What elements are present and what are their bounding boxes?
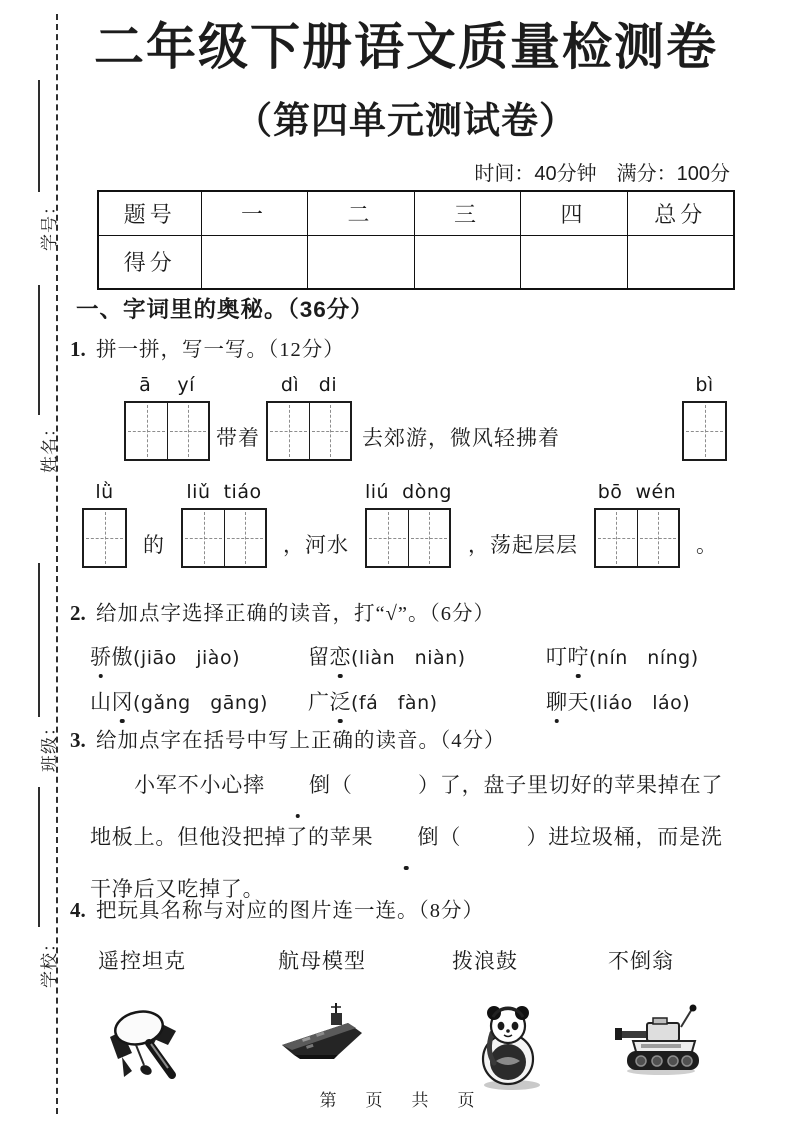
toy-name-remote-tank[interactable]: 遥控坦克 (98, 949, 186, 973)
q1-text: ，河水 (283, 533, 349, 557)
writing-grid[interactable] (181, 508, 267, 568)
writing-grid[interactable] (266, 401, 352, 461)
pellet-drum-icon[interactable] (102, 1001, 190, 1096)
dotted-character: 倒 (265, 759, 331, 811)
pinyin-a-yi: ā yí (139, 374, 195, 396)
aircraft-carrier-icon[interactable] (276, 1001, 368, 1078)
score-empty-cell[interactable] (627, 235, 734, 289)
page-title: 二年级下册语文质量检测卷 (94, 19, 718, 75)
pronunciation-choice-item[interactable]: 聊天(liáo láo) (546, 686, 733, 716)
student-id-label: 学号： (40, 197, 59, 251)
question-2-number: 2. (70, 601, 86, 625)
q1-text: 带着 (216, 426, 260, 450)
score-table-header-cell: 四 (520, 191, 627, 235)
question-3-title: 给加点字在括号中写上正确的读音。（4分） (96, 730, 506, 752)
writing-grid[interactable] (682, 401, 727, 461)
school-label: 学校： (40, 934, 59, 988)
question-1-number: 1. (70, 337, 86, 361)
score-empty-cell[interactable] (520, 235, 627, 289)
score-row-label: 得分 (98, 235, 201, 289)
score-table (97, 190, 735, 290)
toy-name-carrier-model[interactable]: 航母模型 (278, 949, 366, 973)
q1-row-2 (70, 481, 733, 568)
question-1-title: 拼一拼，写一写。（12分） (96, 339, 345, 361)
score-table-header-cell: 题号 (98, 191, 201, 235)
pronunciation-choice-item[interactable]: 骄傲(jiāo jiào) (90, 641, 308, 671)
question-2 (70, 596, 733, 716)
q1-text: ，荡起层层 (467, 533, 578, 557)
q1-text: 。 (695, 533, 718, 557)
q1-row-1 (70, 374, 733, 461)
class-blank-line[interactable] (38, 563, 40, 717)
question-1 (70, 332, 733, 568)
score-empty-cell[interactable] (414, 235, 520, 289)
question-4-title: 把玩具名称与对应的图片连一连。（8分） (96, 900, 484, 922)
writing-grid[interactable] (594, 508, 680, 568)
score-empty-cell[interactable] (201, 235, 307, 289)
q3-passage[interactable]: 小军不小心摔 倒（ ）了，盘子里切好的苹果掉在了地板上。但他没把掉了的苹果 倒（ ）进垃圾桶，而是洗干净后又吃掉了。 (90, 759, 734, 915)
score-table-header-cell: 一 (201, 191, 307, 235)
question-2-title: 给加点字选择正确的读音，打“√”。（6分） (96, 603, 495, 625)
question-3 (70, 723, 733, 915)
pinyin-di-di: dì di (280, 374, 338, 396)
student-id-blank-line[interactable] (38, 80, 40, 192)
page-subtitle: （第四单元测试卷） (235, 100, 577, 141)
class-label: 班级： (40, 718, 59, 772)
toy-tank-icon[interactable] (611, 1001, 707, 1084)
q1-text: 的 (143, 533, 165, 557)
writing-grid[interactable] (365, 508, 451, 568)
writing-grid[interactable] (82, 508, 127, 568)
pinyin-lv: lǜ (95, 481, 114, 503)
pronunciation-choice-item[interactable]: 留恋(liàn niàn) (308, 641, 546, 671)
writing-grid[interactable] (124, 401, 210, 461)
pinyin-liu-dong: liú dòng (365, 481, 452, 503)
pronunciation-choice-item[interactable]: 叮咛(nín níng) (546, 641, 733, 671)
dotted-character: 倒 (373, 811, 439, 863)
pinyin-bi: bì (695, 374, 714, 396)
pronunciation-choice-item[interactable]: 广泛(fá fàn) (308, 686, 546, 716)
score-table-header-cell: 三 (414, 191, 520, 235)
section-1-heading: 一、字词里的奥秘。（36分） (76, 297, 374, 322)
time-score-info: 时间：40分钟 满分：100分 (474, 163, 730, 185)
name-blank-line[interactable] (38, 285, 40, 415)
score-table-header-cell: 二 (307, 191, 414, 235)
score-table-header-cell: 总分 (627, 191, 734, 235)
question-3-number: 3. (70, 728, 86, 752)
name-label: 姓名： (40, 419, 59, 473)
pronunciation-choice-item[interactable]: 山冈(gǎng gāng) (90, 686, 308, 716)
toy-name-tumbler[interactable]: 不倒翁 (608, 949, 674, 973)
q1-text: 去郊游，微风轻拂着 (362, 426, 560, 450)
page-footer: 第 页 共 页 (319, 1091, 481, 1110)
pinyin-liu-tiao: liǔ tiáo (186, 481, 262, 503)
school-blank-line[interactable] (38, 787, 40, 927)
pinyin-bo-wen: bō wén (597, 481, 677, 503)
toy-name-pellet-drum[interactable]: 拨浪鼓 (452, 949, 518, 973)
question-4-number: 4. (70, 898, 86, 922)
score-empty-cell[interactable] (307, 235, 414, 289)
panda-tumbler-icon[interactable] (466, 1001, 554, 1098)
